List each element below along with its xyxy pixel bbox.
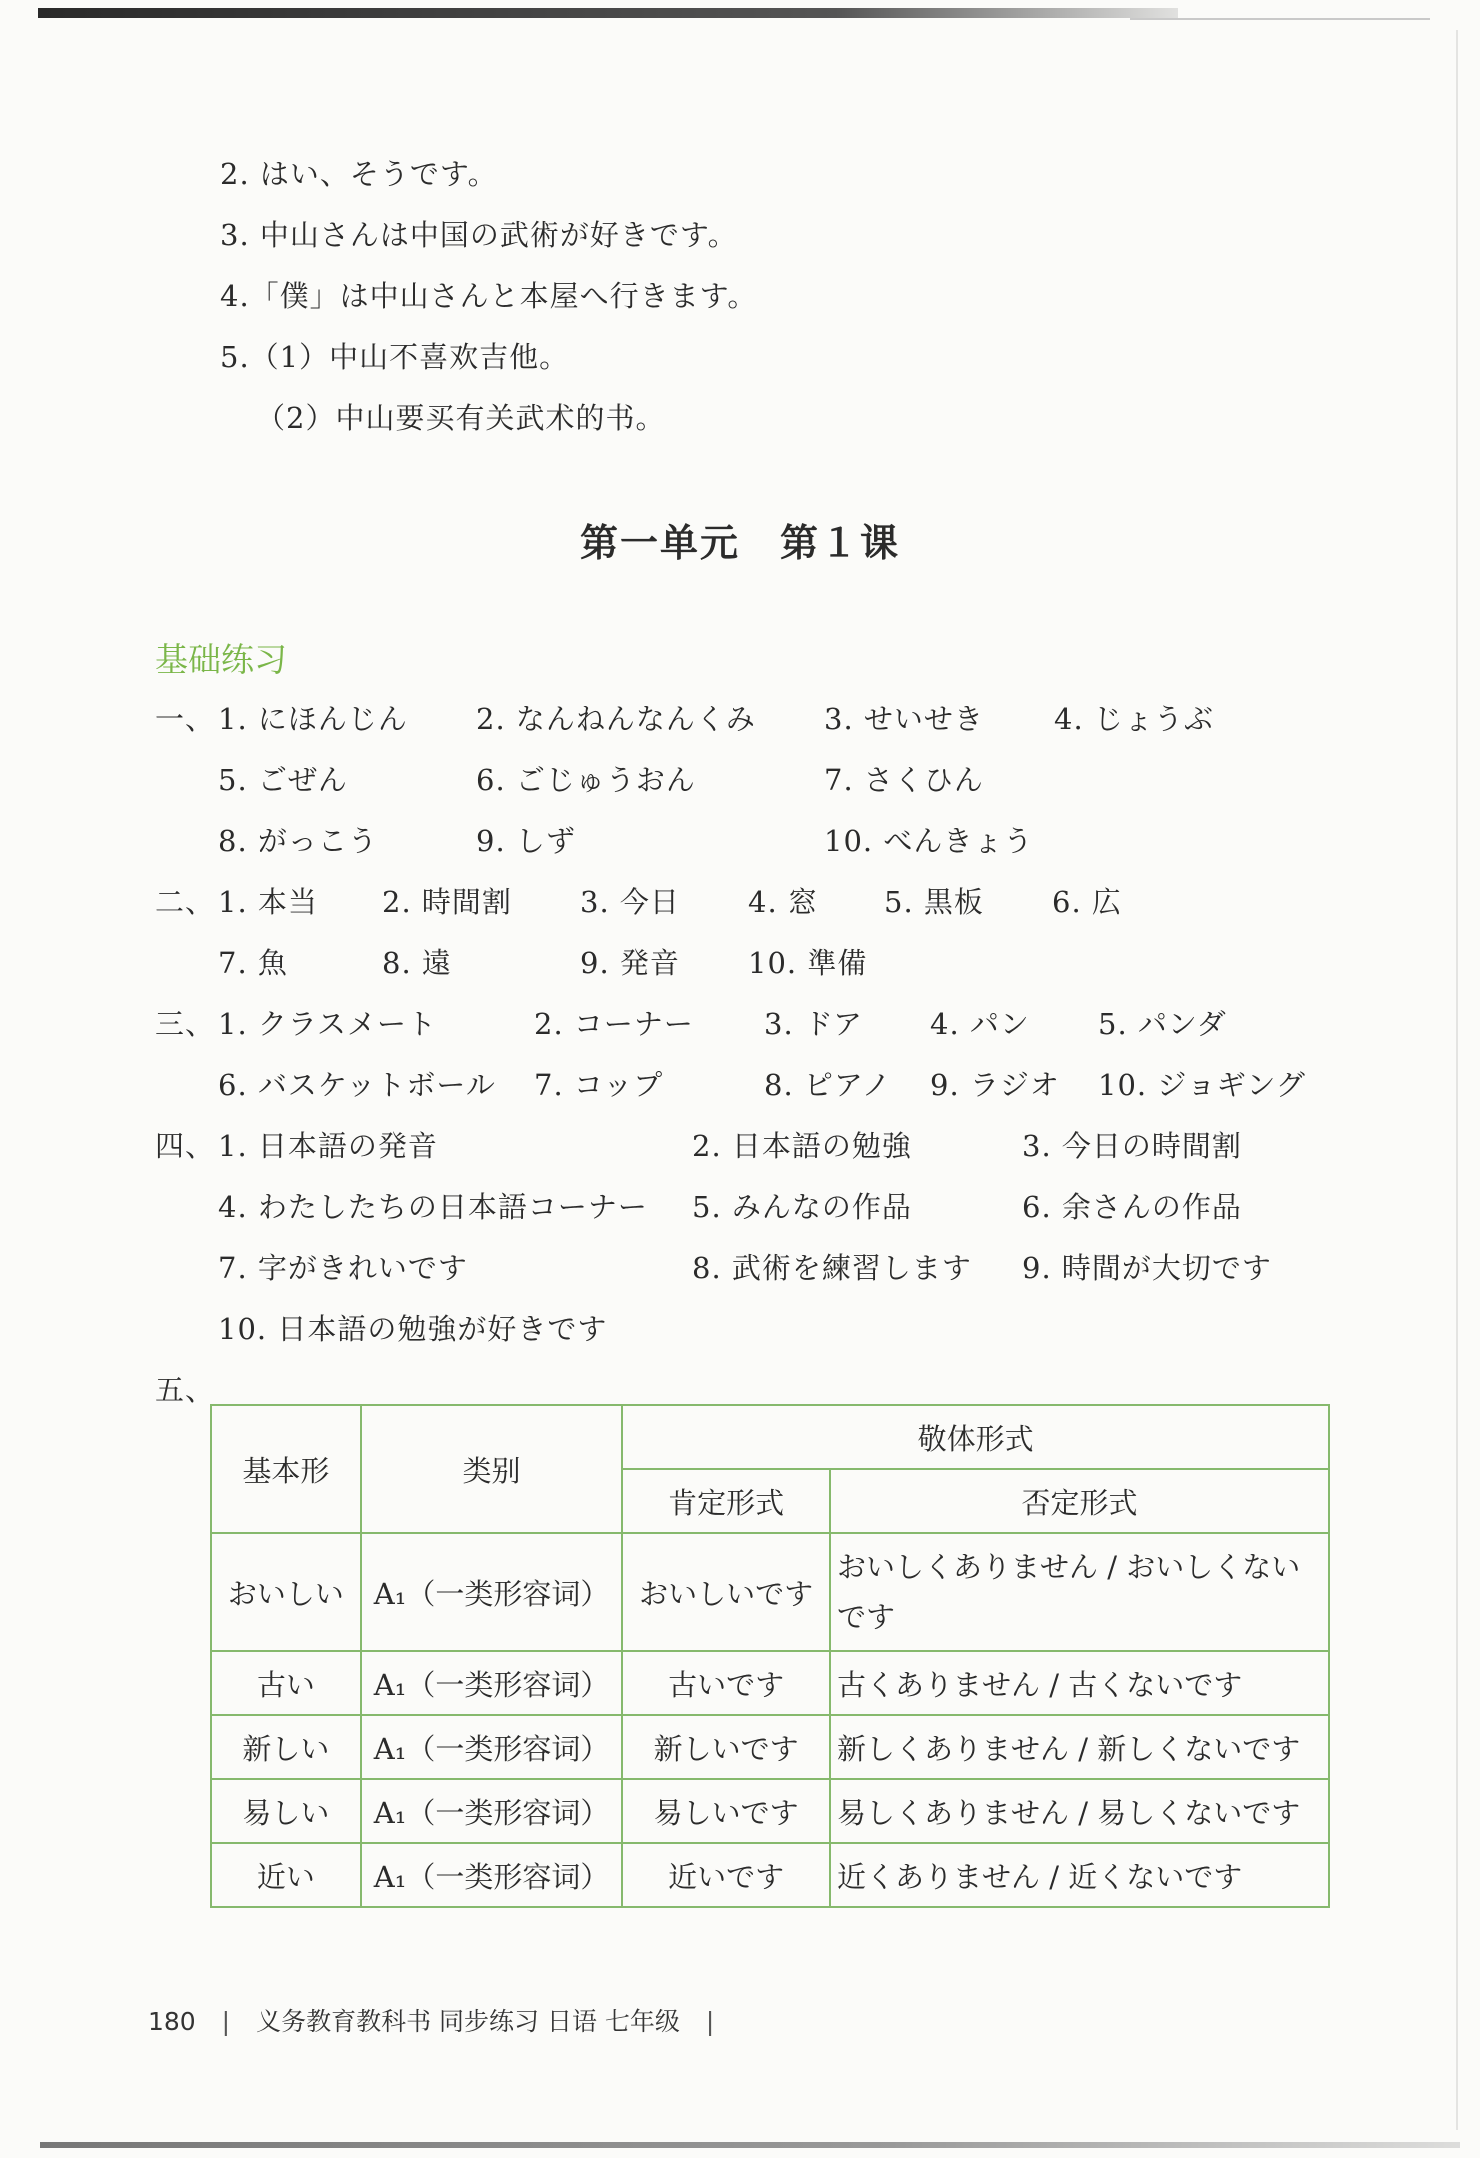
bottom-border	[40, 2142, 1460, 2148]
q2-item: 4. 窓	[748, 885, 818, 919]
cell-base: おいしい	[211, 1533, 361, 1651]
page-edge	[1456, 30, 1458, 2130]
page-number: 180	[148, 2007, 196, 2036]
q1-item: 1. にほんじん	[218, 702, 408, 736]
q3-item: 8. ピアノ	[764, 1068, 892, 1102]
q1-item: 4. じょうぶ	[1054, 702, 1214, 736]
q3-item: 6. バスケットボール	[218, 1068, 496, 1102]
prev-answer-4: 4.「僕」は中山さんと本屋へ行きます。	[220, 279, 758, 313]
q1-item: 5. ごぜん	[218, 763, 348, 797]
q2-item: 2. 時間割	[382, 885, 512, 919]
q3-number: 三、	[155, 1007, 216, 1041]
q1-item: 8. がっこう	[218, 824, 378, 858]
cell-negative: 古くありません / 古くないです	[830, 1651, 1329, 1715]
cell-negative: 近くありません / 近くないです	[830, 1843, 1329, 1907]
cell-affirmative: 易しいです	[622, 1779, 830, 1843]
cell-affirmative: 新しいです	[622, 1715, 830, 1779]
q3-item: 2. コーナー	[534, 1007, 694, 1041]
q2-number: 二、	[155, 885, 216, 919]
table-row	[211, 1651, 1329, 1715]
header-polite: 敬体形式	[622, 1405, 1329, 1469]
q4-item: 8. 武術を練習します	[692, 1251, 972, 1285]
section-title: 基础练习	[155, 640, 287, 679]
footer-divider: |	[705, 2007, 715, 2036]
header-affirmative: 肯定形式	[622, 1469, 830, 1533]
cell-affirmative: 近いです	[622, 1843, 830, 1907]
q2-item: 1. 本当	[218, 885, 318, 919]
q1-item: 7. さくひん	[824, 763, 984, 797]
cell-category: A₁（一类形容词）	[361, 1779, 623, 1843]
q4-item: 2. 日本語の勉強	[692, 1129, 912, 1163]
q4-item: 5. みんなの作品	[692, 1190, 912, 1224]
cell-category: A₁（一类形容词）	[361, 1651, 623, 1715]
q4-item: 7. 字がきれいです	[218, 1251, 468, 1285]
q1-number: 一、	[155, 702, 216, 736]
q4-item: 9. 時間が大切です	[1022, 1251, 1272, 1285]
q2-item: 5. 黒板	[884, 885, 984, 919]
q2-item: 6. 広	[1052, 885, 1122, 919]
q3-item: 1. クラスメート	[218, 1007, 438, 1041]
q1-item: 2. なんねんなんくみ	[476, 702, 756, 736]
q3-item: 5. パンダ	[1098, 1007, 1227, 1041]
footer-divider: |	[221, 2007, 231, 2036]
cell-category: A₁（一类形容词）	[361, 1533, 623, 1651]
q4-item: 10. 日本語の勉強が好きです	[218, 1312, 608, 1346]
top-border-faint	[1130, 18, 1430, 20]
prev-answer-3: 3. 中山さんは中国の武術が好きです。	[220, 218, 738, 252]
table-row	[211, 1715, 1329, 1779]
q2-item: 3. 今日	[580, 885, 680, 919]
cell-base: 新しい	[211, 1715, 361, 1779]
book-title: 义务教育教科书 同步练习 日语 七年级	[256, 2007, 680, 2036]
top-border	[38, 8, 1178, 18]
adjective-forms-table	[210, 1404, 1330, 1908]
cell-negative: おいしくありません / おいしくないです	[830, 1533, 1329, 1651]
cell-base: 古い	[211, 1651, 361, 1715]
header-category: 类别	[361, 1405, 623, 1533]
header-negative: 否定形式	[830, 1469, 1329, 1533]
q2-item: 9. 発音	[580, 946, 680, 980]
q1-item: 10. べんきょう	[824, 824, 1034, 858]
header-base: 基本形	[211, 1405, 361, 1533]
prev-answer-5-1: 5.（1）中山不喜欢吉他。	[220, 340, 570, 374]
unit-title: 第一单元 第１课	[579, 520, 900, 565]
q1-item: 3. せいせき	[824, 702, 984, 736]
q4-item: 3. 今日の時間割	[1022, 1129, 1242, 1163]
cell-base: 近い	[211, 1843, 361, 1907]
q3-item: 4. パン	[930, 1007, 1030, 1041]
prev-answer-2: 2. はい、そうです。	[220, 157, 498, 191]
cell-negative: 易しくありません / 易しくないです	[830, 1779, 1329, 1843]
q3-item: 10. ジョギング	[1098, 1068, 1306, 1102]
q1-item: 6. ごじゅうおん	[476, 763, 696, 797]
q5-number: 五、	[155, 1373, 216, 1407]
q2-item: 7. 魚	[218, 946, 288, 980]
cell-affirmative: おいしいです	[622, 1533, 830, 1651]
q3-item: 3. ドア	[764, 1007, 864, 1041]
q4-number: 四、	[155, 1129, 216, 1163]
cell-affirmative: 古いです	[622, 1651, 830, 1715]
q2-item: 8. 遠	[382, 946, 452, 980]
q4-item: 1. 日本語の発音	[218, 1129, 438, 1163]
q3-item: 7. コップ	[534, 1068, 664, 1102]
prev-answer-5-2: （2）中山要买有关武术的书。	[256, 401, 666, 435]
q4-item: 4. わたしたちの日本語コーナー	[218, 1190, 648, 1224]
q1-item: 9. しず	[476, 824, 576, 858]
cell-category: A₁（一类形容词）	[361, 1843, 623, 1907]
table-row	[211, 1779, 1329, 1843]
cell-base: 易しい	[211, 1779, 361, 1843]
q4-item: 6. 余さんの作品	[1022, 1190, 1242, 1224]
table-row	[211, 1533, 1329, 1651]
cell-category: A₁（一类形容词）	[361, 1715, 623, 1779]
cell-negative: 新しくありません / 新しくないです	[830, 1715, 1329, 1779]
q2-item: 10. 準備	[748, 946, 868, 980]
table-row	[211, 1843, 1329, 1907]
q3-item: 9. ラジオ	[930, 1068, 1060, 1102]
page-footer	[148, 2002, 732, 2038]
